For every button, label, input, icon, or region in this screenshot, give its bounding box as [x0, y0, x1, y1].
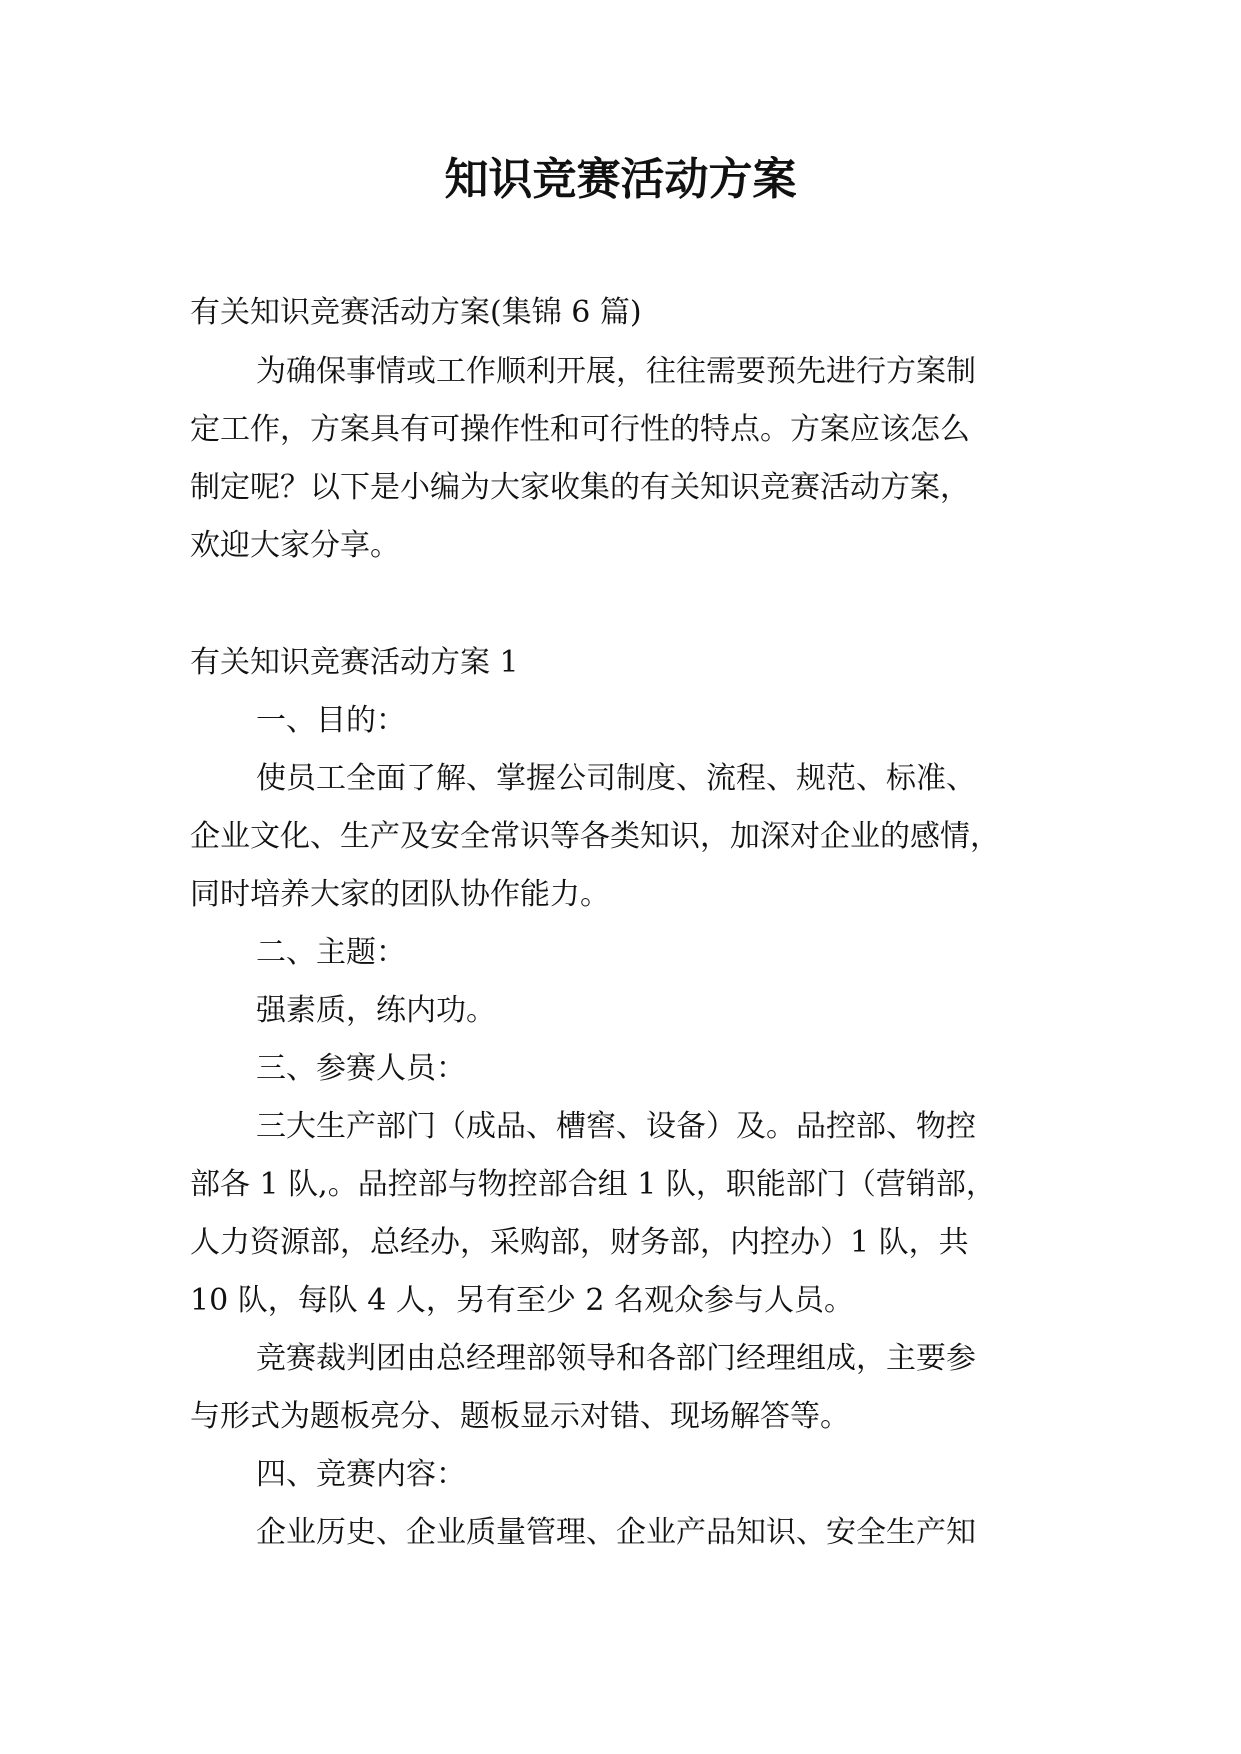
text-line: 部各 1 队,。品控部与物控部合组 1 队，职能部门（营销部，: [190, 1167, 996, 1202]
text-line: 三、参赛人员：: [256, 1051, 466, 1086]
text-line: 10 队，每队 4 人，另有至少 2 名观众参与人员。: [190, 1283, 855, 1318]
text-line: 定工作，方案具有可操作性和可行性的特点。方案应该怎么: [190, 412, 970, 447]
document-title: 知识竞赛活动方案: [444, 154, 797, 205]
text-line: 四、竞赛内容：: [256, 1457, 466, 1492]
text-line: 三大生产部门（成品、槽窖、设备）及。品控部、物控: [256, 1109, 976, 1144]
text-line: 人力资源部，总经办，采购部，财务部，内控办）1 队，共: [190, 1225, 969, 1260]
text-line: 欢迎大家分享。: [190, 528, 400, 563]
text-line: 为确保事情或工作顺利开展，往往需要预先进行方案制: [256, 354, 976, 389]
text-line: 竞赛裁判团由总经理部领导和各部门经理组成，主要参: [256, 1341, 976, 1376]
text-line: 一、目的：: [256, 703, 406, 738]
text-line: 使员工全面了解、掌握公司制度、流程、规范、标准、: [256, 761, 976, 796]
text-line: 强素质，练内功。: [256, 993, 496, 1028]
text-line: 同时培养大家的团队协作能力。: [190, 877, 610, 912]
text-line: 有关知识竞赛活动方案 1: [190, 645, 519, 680]
text-line: 与形式为题板亮分、题板显示对错、现场解答等。: [190, 1399, 850, 1434]
text-line: 二、主题：: [256, 935, 406, 970]
text-line: 制定呢？以下是小编为大家收集的有关知识竞赛活动方案，: [190, 470, 970, 505]
text-line: 企业文化、生产及安全常识等各类知识，加深对企业的感情，: [190, 819, 1000, 854]
text-line: 企业历史、企业质量管理、企业产品知识、安全生产知: [256, 1515, 976, 1550]
text-line: 有关知识竞赛活动方案(集锦 6 篇): [190, 295, 642, 330]
